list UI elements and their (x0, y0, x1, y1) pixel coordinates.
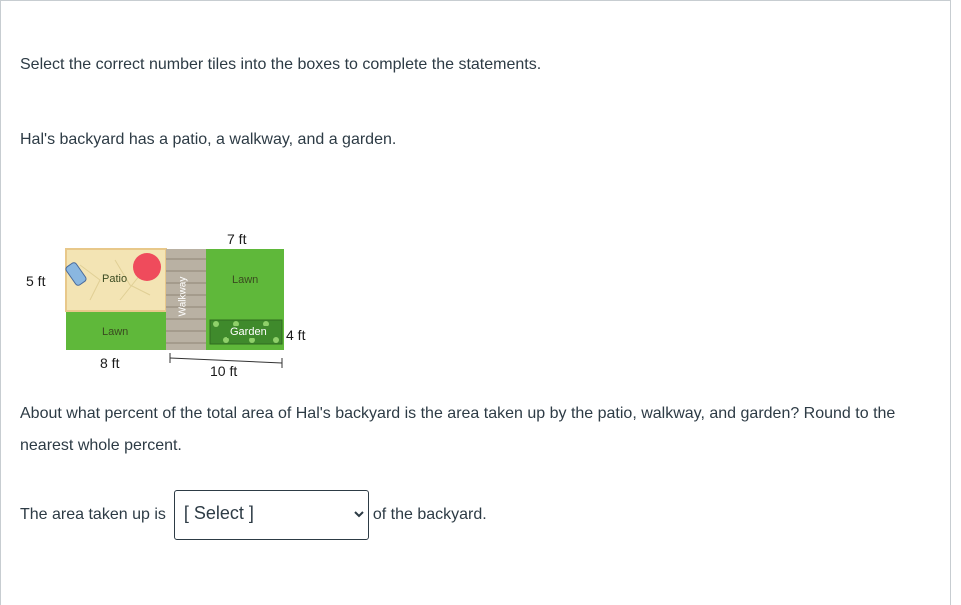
dim-right-label: 4 ft (286, 327, 306, 343)
dim-bottom-right-label: 10 ft (210, 363, 238, 379)
lawn-bottom-label: Lawn (102, 326, 129, 338)
garden-label: Garden (227, 326, 270, 338)
answer-row (20, 490, 487, 540)
intro-text: Hal's backyard has a patio, a walkway, and a garden. (20, 131, 397, 148)
lawn-top-label: Lawn (232, 274, 259, 286)
instructions-text: Select the correct number tiles into the boxes to complete the statements. (20, 56, 542, 73)
chevron-down-icon (354, 509, 364, 519)
backyard-diagram (20, 225, 320, 385)
dim-left-label: 5 ft (26, 273, 46, 289)
backyard-figure (20, 225, 320, 385)
umbrella-icon (133, 253, 161, 281)
dim-top-label: 7 ft (227, 231, 247, 247)
percent-select[interactable] (174, 490, 369, 540)
dim-bottom-left-label: 8 ft (100, 355, 120, 371)
answer-suffix: of the backyard. (372, 506, 487, 523)
patio-label: Patio (102, 273, 128, 285)
question-text: About what percent of the total area of Hal's backyard is the area taken up by the patio, walkway, and garden? Round to the nearest whole percent. (20, 405, 896, 454)
walkway-label: Walkway (177, 276, 189, 317)
select-value: [ Select ] (183, 503, 254, 523)
answer-prefix: The area taken up is (20, 506, 166, 523)
